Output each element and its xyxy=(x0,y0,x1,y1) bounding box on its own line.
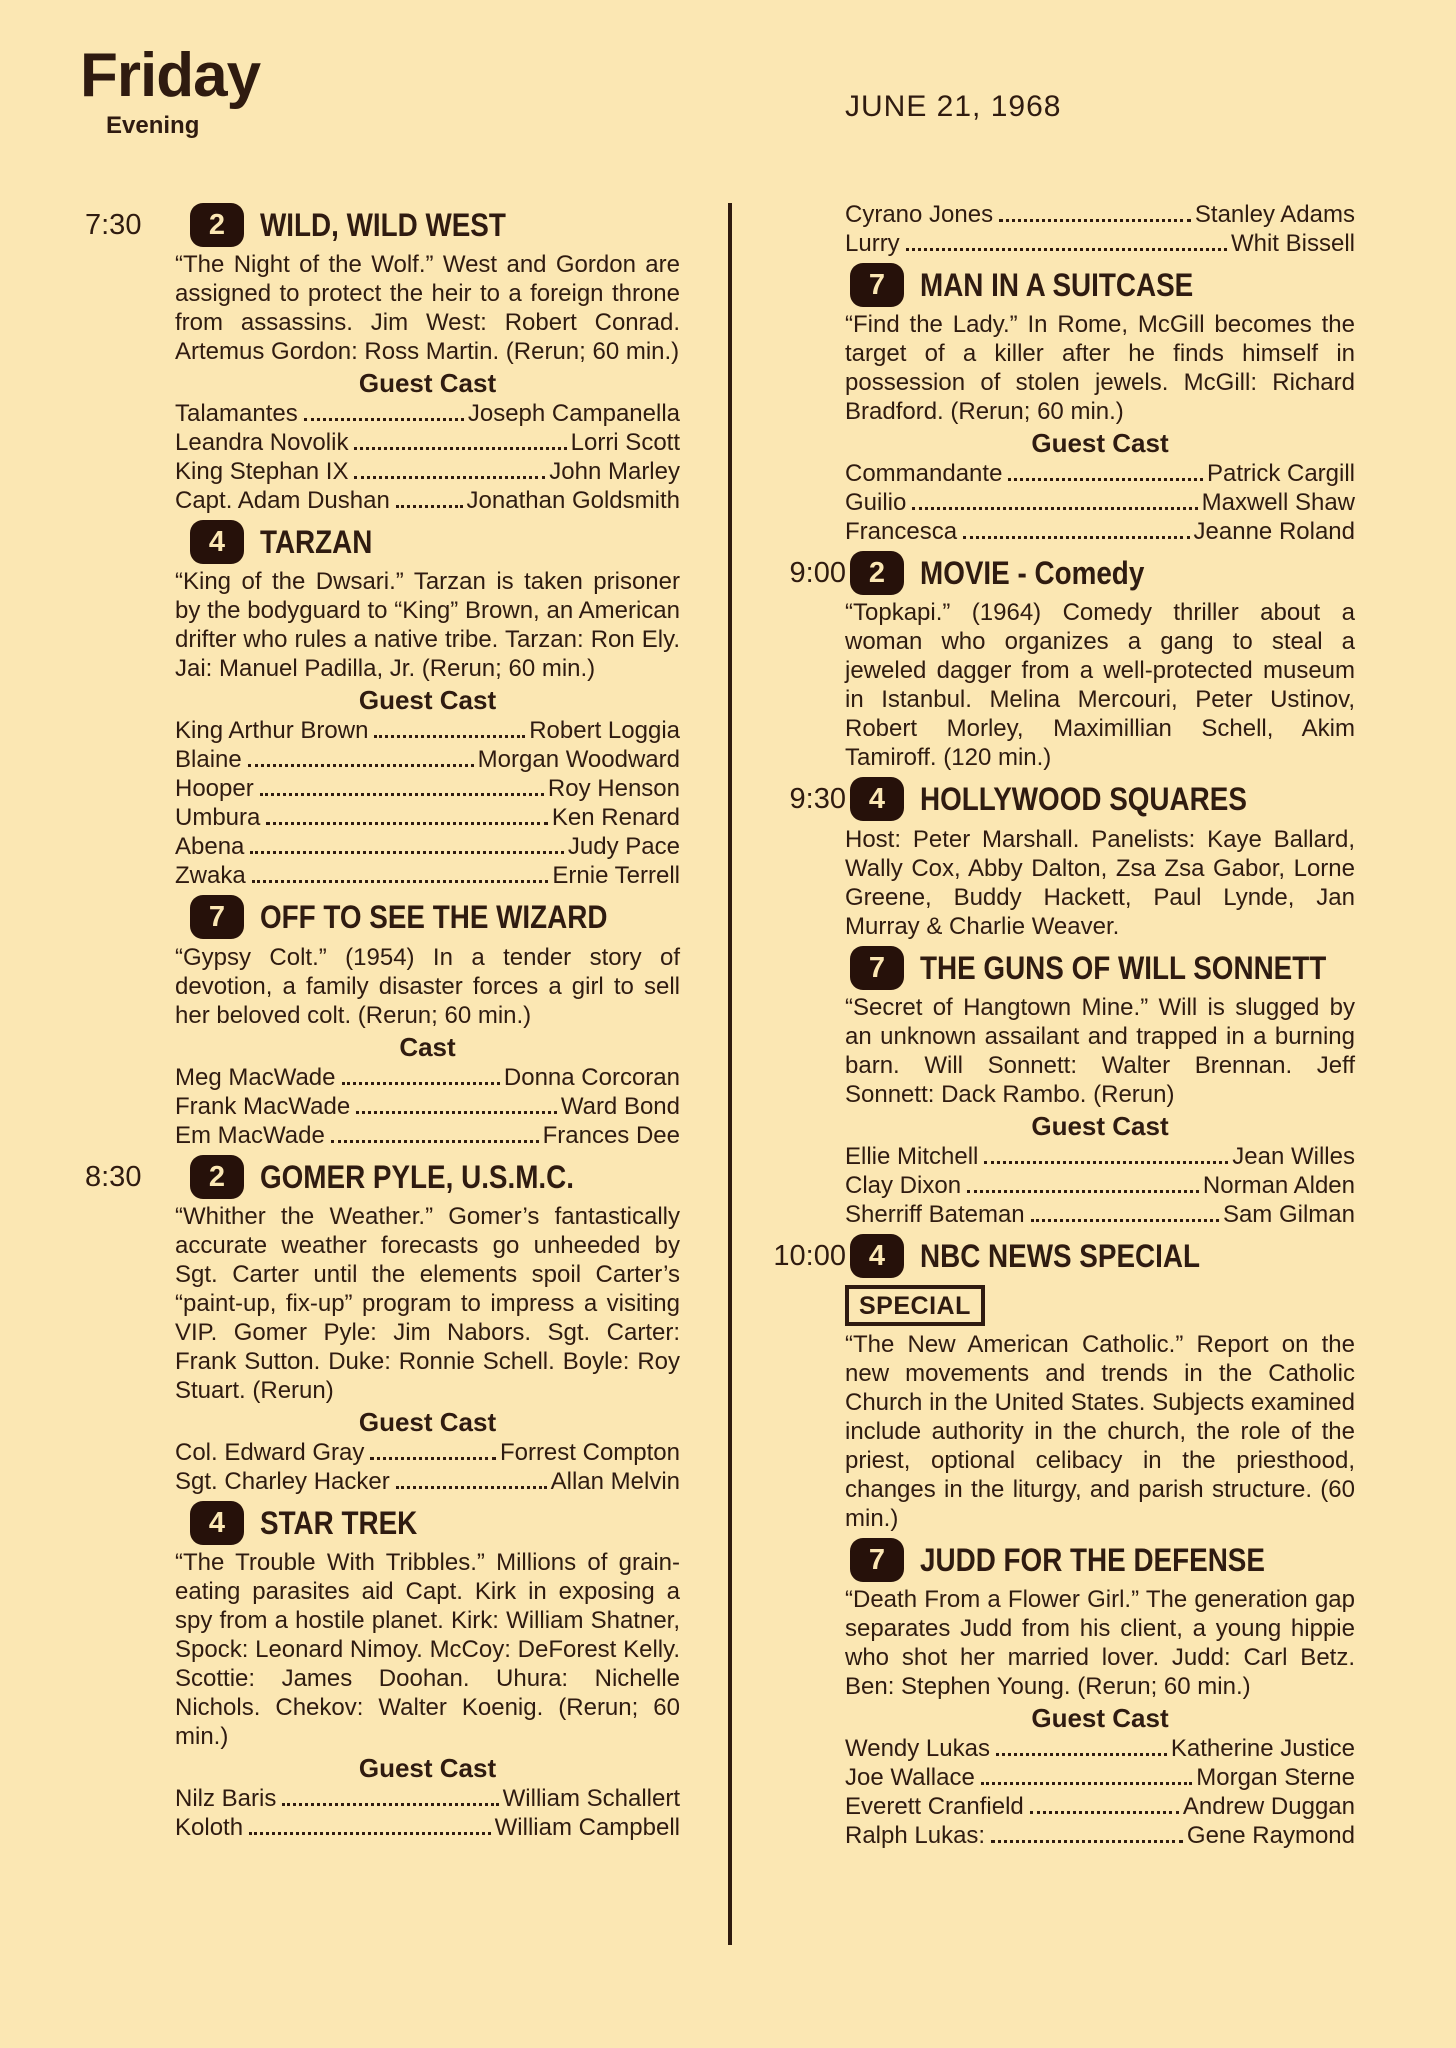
cast-actor: Robert Loggia xyxy=(529,717,680,745)
cast-role: Koloth xyxy=(175,1814,244,1842)
dot-leader xyxy=(331,1140,539,1143)
cast-role: Zwaka xyxy=(175,862,246,890)
cast-actor: Jeanne Roland xyxy=(1193,518,1355,546)
cast-actor: Whit Bissell xyxy=(1230,230,1355,257)
program-title: JUDD FOR THE DEFENSE xyxy=(920,1542,1265,1579)
cast-role: Nilz Baris xyxy=(175,1785,277,1813)
program-entry xyxy=(85,894,680,1149)
cast-actor: Morgan Woodward xyxy=(477,746,680,774)
cast-role: Leandra Novolik xyxy=(175,429,349,457)
cast-row xyxy=(845,1142,1355,1171)
dot-leader xyxy=(396,1486,547,1489)
cast-heading: Guest Cast xyxy=(358,1406,497,1437)
program-entry xyxy=(770,1537,1355,1850)
cast-row xyxy=(175,457,680,486)
column-divider xyxy=(728,203,732,1945)
cast-row xyxy=(845,1200,1355,1229)
program-header xyxy=(770,1233,1355,1279)
right-column xyxy=(770,200,1355,1854)
cast-role: Em MacWade xyxy=(175,1121,325,1149)
program-header xyxy=(770,1537,1355,1583)
cast-role: King Stephan IX xyxy=(175,458,349,486)
cast-role: Sgt. Charley Hacker xyxy=(175,1467,390,1495)
program-description: Host: Peter Marshall. Panelists: Kaye Ballard, Wally Cox, Abby Dalton, Zsa Zsa Gabor, Lorne Greene, Buddy Hackett, Paul Lynde, Jan Murray & Charlie Weaver. xyxy=(845,825,1355,940)
dot-leader xyxy=(370,1457,496,1460)
cast-role: Umbura xyxy=(175,804,261,832)
dot-leader xyxy=(984,1161,1228,1164)
dot-leader xyxy=(282,1803,498,1806)
program-header xyxy=(85,1500,680,1546)
program-description: “Death From a Flower Girl.” The generation gap separates Judd from his client, a young hippie who shot her married lover. Judd: Carl Betz. Ben: Stephen Young. (Rerun; 60 min.) xyxy=(845,1586,1355,1701)
cast-actor: Morgan Sterne xyxy=(1196,1764,1355,1792)
cast-role: Blaine xyxy=(175,746,242,774)
cast-row xyxy=(175,1813,680,1842)
dot-leader xyxy=(249,1832,491,1835)
cast-actor: Frances Dee xyxy=(542,1121,680,1149)
cast-role: Talamantes xyxy=(175,400,298,428)
program-header xyxy=(85,1154,680,1200)
cast-row xyxy=(845,459,1355,488)
cast-actor: Ken Renard xyxy=(551,804,680,832)
program-title: NBC NEWS SPECIAL xyxy=(920,1237,1200,1274)
special-badge-row xyxy=(845,1285,1355,1326)
cast-role: Col. Edward Gray xyxy=(175,1438,365,1466)
cast-role: Cyrano Jones xyxy=(845,201,994,228)
cast-role: Guilio xyxy=(845,489,907,517)
cast-role: Everett Cranfield xyxy=(845,1793,1024,1821)
program-entry xyxy=(85,1500,680,1842)
cast-actor: Sam Gilman xyxy=(1222,1200,1355,1228)
program-title: GOMER PYLE, U.S.M.C. xyxy=(260,1158,575,1195)
cast-row xyxy=(175,1467,680,1496)
channel-badge: 7 xyxy=(850,263,904,307)
cast-role: Frank MacWade xyxy=(175,1092,351,1120)
program-entry xyxy=(85,1154,680,1496)
program-time: 9:30 xyxy=(789,783,846,816)
dot-leader xyxy=(967,1190,1199,1193)
program-header xyxy=(770,262,1355,308)
cast-actor: Donna Corcoran xyxy=(503,1063,680,1091)
cast-role: Capt. Adam Dushan xyxy=(175,487,390,515)
dot-leader xyxy=(266,822,548,825)
dot-leader xyxy=(356,1111,557,1114)
cast-actor: Jean Willes xyxy=(1232,1142,1355,1170)
program-description: “Find the Lady.” In Rome, McGill becomes the target of a killer after he finds himself in possession of stolen jewels. McGill: Richard Bradford. (Rerun; 60 min.) xyxy=(845,311,1355,426)
cast-role: Ralph Lukas: xyxy=(845,1822,986,1850)
channel-badge: 2 xyxy=(850,551,904,595)
program-title: MOVIE - Comedy xyxy=(920,555,1145,592)
channel-badge: 2 xyxy=(190,1155,244,1199)
cast-actor: Andrew Duggan xyxy=(1182,1793,1355,1821)
program-entry xyxy=(770,945,1355,1229)
program-description: “Secret of Hangtown Mine.” Will is slugged by an unknown assailant and trapped in a burning barn. Will Sonnett: Walter Brennan. Jeff Sonnett: Dack Rambo. (Rerun) xyxy=(845,993,1355,1108)
cast-row xyxy=(175,1063,680,1092)
dot-leader xyxy=(906,248,1227,251)
dot-leader xyxy=(304,418,464,421)
cast-row xyxy=(175,1438,680,1467)
dot-leader xyxy=(250,851,564,854)
program-time: 9:00 xyxy=(789,557,846,590)
cast-row xyxy=(845,1763,1355,1792)
cast-row xyxy=(175,716,680,745)
program-entry xyxy=(770,1233,1355,1533)
channel-badge: 4 xyxy=(850,1234,904,1278)
special-badge: SPECIAL xyxy=(845,1285,985,1326)
cast-actor: Jonathan Goldsmith xyxy=(466,487,680,515)
dot-leader xyxy=(996,1753,1167,1756)
program-title: WILD, WILD WEST xyxy=(260,207,506,243)
program-description: “The New American Catholic.” Report on the new movements and trends in the Catholic Church in the United States. Subjects examined include authority in the church, the role of the priest, optional celibacy in the priesthood, changes in the liturgy, and parish structure. (60 min.) xyxy=(845,1331,1355,1533)
cast-role: Hooper xyxy=(175,775,254,803)
program-title: MAN IN A SUITCASE xyxy=(920,267,1194,303)
program-entry xyxy=(770,550,1355,772)
cast-actor: Forrest Compton xyxy=(499,1438,680,1466)
cast-actor: Allan Melvin xyxy=(550,1467,680,1495)
program-header xyxy=(85,894,680,940)
dot-leader xyxy=(963,536,1189,539)
cast-row xyxy=(175,832,680,861)
cast-heading: Guest Cast xyxy=(1031,1703,1169,1734)
channel-badge: 4 xyxy=(850,777,904,821)
cast-role: Ellie Mitchell xyxy=(845,1142,979,1170)
dot-leader xyxy=(396,505,463,508)
cast-actor: Katherine Justice xyxy=(1170,1735,1355,1763)
cast-actor: Stanley Adams xyxy=(1194,201,1355,228)
cast-row xyxy=(175,428,680,457)
channel-badge: 4 xyxy=(190,520,244,564)
cast-row xyxy=(175,486,680,515)
program-description: “Topkapi.” (1964) Comedy thriller about a woman who organizes a gang to steal a jeweled dagger from a well-protected museum in Istanbul. Melina Mercouri, Peter Ustinov, Robert Morley, Maximillian Schell, Akim Tamiroff. (120 min.) xyxy=(845,599,1355,772)
cast-role: Francesca xyxy=(845,518,958,546)
cast-actor: Norman Alden xyxy=(1202,1171,1355,1199)
page-date: JUNE 21, 1968 xyxy=(845,90,1062,123)
cast-row xyxy=(175,1092,680,1121)
dot-leader xyxy=(248,764,474,767)
program-header xyxy=(770,945,1355,991)
cast-role: Clay Dixon xyxy=(845,1171,962,1199)
page-day: Friday xyxy=(80,41,261,110)
program-title: STAR TREK xyxy=(260,1504,418,1541)
cast-heading: Guest Cast xyxy=(1031,1110,1169,1141)
channel-badge: 4 xyxy=(190,1501,244,1545)
cast-actor: Patrick Cargill xyxy=(1206,460,1355,488)
cast-row xyxy=(845,488,1355,517)
cast-actor: Judy Pace xyxy=(567,833,680,861)
cast-actor: Ward Bond xyxy=(560,1092,680,1120)
program-entry xyxy=(85,202,680,515)
dot-leader xyxy=(354,447,566,450)
cast-row xyxy=(845,200,1355,229)
cast-heading: Guest Cast xyxy=(1031,428,1169,459)
program-description: “Whither the Weather.” Gomer’s fantastically accurate weather forecasts go unheeded by Sgt. Carter until the elements spoil Carter’s “paint-up, fix-up” program to impress a visiting VIP. Gomer Pyle: Jim Nabors. Sgt. Carter: Frank Sutton. Duke: Ronnie Schell. Boyle: Roy Stuart. (Rerun) xyxy=(175,1202,680,1404)
dot-leader xyxy=(342,1082,500,1085)
program-description: “Gypsy Colt.” (1954) In a tender story of devotion, a family disaster forces a girl to sell her beloved colt. (Rerun; 60 min.) xyxy=(175,943,680,1029)
program-entry xyxy=(770,262,1355,546)
program-title: TARZAN xyxy=(260,524,373,561)
dot-leader xyxy=(252,880,549,883)
channel-badge: 7 xyxy=(190,895,244,939)
program-entry xyxy=(770,776,1355,940)
cast-role: Lurry xyxy=(845,230,900,257)
dot-leader xyxy=(912,507,1197,510)
left-column xyxy=(85,200,680,1846)
cast-row xyxy=(845,517,1355,546)
program-time: 8:30 xyxy=(85,1160,142,1193)
cast-actor: John Marley xyxy=(549,458,680,486)
cast-role: Wendy Lukas xyxy=(845,1735,990,1763)
program-description: “King of the Dwsari.” Tarzan is taken prisoner by the bodyguard to “King” Brown, an American drifter who rules a native tribe. Tarzan: Ron Ely. Jai: Manuel Padilla, Jr. (Rerun; 60 min.) xyxy=(175,568,680,683)
cast-actor: Ernie Terrell xyxy=(552,862,680,890)
program-header xyxy=(85,519,680,565)
dot-leader xyxy=(374,735,525,738)
cast-row xyxy=(175,861,680,890)
program-header xyxy=(770,776,1355,822)
cast-role: Abena xyxy=(175,833,245,861)
cast-actor: William Campbell xyxy=(494,1814,680,1842)
cast-role: Commandante xyxy=(845,460,1003,488)
cast-row xyxy=(845,1792,1355,1821)
cast-heading: Cast xyxy=(399,1031,456,1062)
program-entry xyxy=(85,519,680,890)
cast-row xyxy=(175,745,680,774)
program-time: 10:00 xyxy=(773,1239,846,1272)
cast-heading: Guest Cast xyxy=(358,368,497,399)
dot-leader xyxy=(1031,1219,1219,1222)
program-title: HOLLYWOOD SQUARES xyxy=(920,781,1247,818)
cast-row xyxy=(175,399,680,428)
dot-leader xyxy=(1030,1811,1179,1814)
cast-continuation xyxy=(770,200,1355,258)
dot-leader xyxy=(981,1782,1192,1785)
cast-actor: William Schallert xyxy=(502,1785,680,1813)
dot-leader xyxy=(354,476,545,479)
cast-actor: Lorri Scott xyxy=(570,429,680,457)
cast-actor: Maxwell Shaw xyxy=(1201,489,1355,517)
cast-actor: Gene Raymond xyxy=(1186,1822,1355,1850)
channel-badge: 7 xyxy=(850,1538,904,1582)
program-header xyxy=(85,202,680,248)
dot-leader xyxy=(999,219,1191,222)
cast-role: King Arthur Brown xyxy=(175,717,369,745)
cast-row xyxy=(175,1784,680,1813)
cast-role: Joe Wallace xyxy=(845,1764,975,1792)
dot-leader xyxy=(991,1840,1183,1843)
cast-row xyxy=(845,229,1355,258)
cast-role: Meg MacWade xyxy=(175,1063,336,1091)
program-title: OFF TO SEE THE WIZARD xyxy=(260,899,608,936)
cast-actor: Roy Henson xyxy=(547,775,680,803)
cast-heading: Guest Cast xyxy=(358,685,497,716)
program-title: THE GUNS OF WILL SONNETT xyxy=(920,949,1327,986)
dot-leader xyxy=(260,793,544,796)
channel-badge: 7 xyxy=(850,946,904,990)
page-section: Evening xyxy=(106,112,200,139)
program-header xyxy=(770,550,1355,596)
cast-role: Sherriff Bateman xyxy=(845,1200,1025,1228)
program-description: “The Night of the Wolf.” West and Gordon are assigned to protect the heir to a foreign throne from assassins. Jim West: Robert Conrad. Artemus Gordon: Ross Martin. (Rerun; 60 min.) xyxy=(175,251,680,366)
cast-row xyxy=(175,1121,680,1150)
cast-row xyxy=(845,1821,1355,1850)
cast-row xyxy=(175,803,680,832)
program-time: 7:30 xyxy=(85,209,142,241)
cast-row xyxy=(845,1734,1355,1763)
channel-badge: 2 xyxy=(190,203,244,247)
cast-actor: Joseph Campanella xyxy=(467,400,680,428)
cast-row xyxy=(175,774,680,803)
cast-row xyxy=(845,1171,1355,1200)
dot-leader xyxy=(1008,478,1203,481)
program-description: “The Trouble With Tribbles.” Millions of grain-eating parasites aid Capt. Kirk in exposing a spy from a hostile planet. Kirk: William Shatner, Spock: Leonard Nimoy. McCoy: DeForest Kelly. Scottie: James Doohan. Uhura: Nichelle Nichols. Chekov: Walter Koenig. (Rerun; 60 min.) xyxy=(175,1549,680,1751)
cast-heading: Guest Cast xyxy=(358,1753,497,1784)
